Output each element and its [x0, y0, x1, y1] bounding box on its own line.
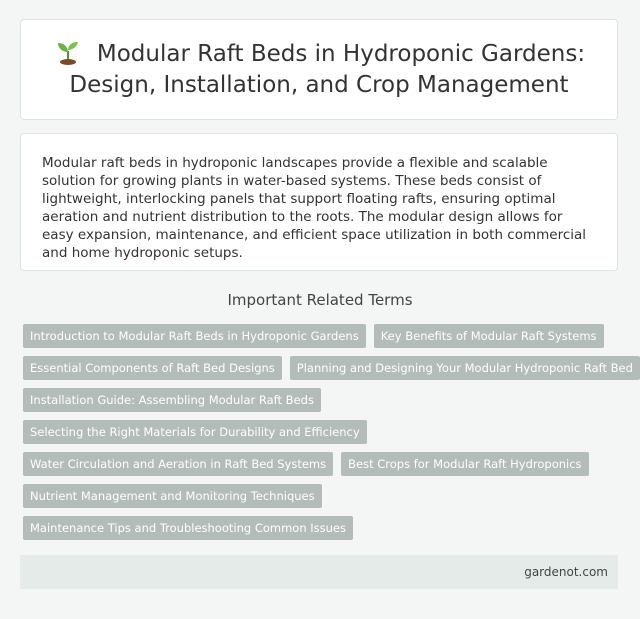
related-term-tag[interactable]: Essential Components of Raft Bed Designs [23, 356, 282, 380]
related-terms-list [23, 324, 633, 548]
related-term-tag[interactable]: Selecting the Right Materials for Durability and Efficiency [23, 420, 367, 444]
related-terms-row [23, 420, 623, 444]
related-terms-row [23, 356, 633, 380]
related-term-tag[interactable]: Introduction to Modular Raft Beds in Hydroponic Gardens [23, 324, 366, 348]
related-terms-row [23, 484, 623, 508]
related-terms-row [23, 388, 623, 412]
related-term-tag[interactable]: Planning and Designing Your Modular Hydroponic Raft Bed [290, 356, 640, 380]
page-title [39, 39, 599, 101]
related-terms-row [23, 324, 623, 348]
description-card [20, 133, 618, 271]
related-terms-row [23, 516, 623, 540]
related-terms-heading: Important Related Terms [227, 291, 413, 309]
title-line-1: Modular Raft Beds in Hydroponic Gardens: [96, 40, 586, 67]
related-term-tag[interactable]: Key Benefits of Modular Raft Systems [374, 324, 604, 348]
related-term-tag[interactable]: Nutrient Management and Monitoring Techniques [23, 484, 322, 508]
related-term-tag[interactable]: Maintenance Tips and Troubleshooting Common Issues [23, 516, 353, 540]
title-line-2: Design, Installation, and Crop Management [69, 71, 569, 98]
related-terms-row [23, 452, 623, 476]
related-term-tag[interactable]: Best Crops for Modular Raft Hydroponics [341, 452, 588, 476]
related-term-tag[interactable]: Water Circulation and Aeration in Raft Bed Systems [23, 452, 333, 476]
description-text: Modular raft beds in hydroponic landscapes provide a flexible and scalable solution for growing plants in water-based systems. These beds consist of lightweight, interlocking panels that support floating rafts, ensuring optimal aeration and nutrient distribution to the roots. The modular design allows for easy expansion, maintenance, and efficient space utilization in both commercial and home hydroponic setups. [42, 155, 587, 261]
footer-site-link[interactable]: gardenot.com [524, 565, 608, 579]
footer [20, 555, 618, 589]
sprout-icon [53, 39, 83, 65]
header-card [20, 19, 618, 120]
related-term-tag[interactable]: Installation Guide: Assembling Modular Raft Beds [23, 388, 321, 412]
